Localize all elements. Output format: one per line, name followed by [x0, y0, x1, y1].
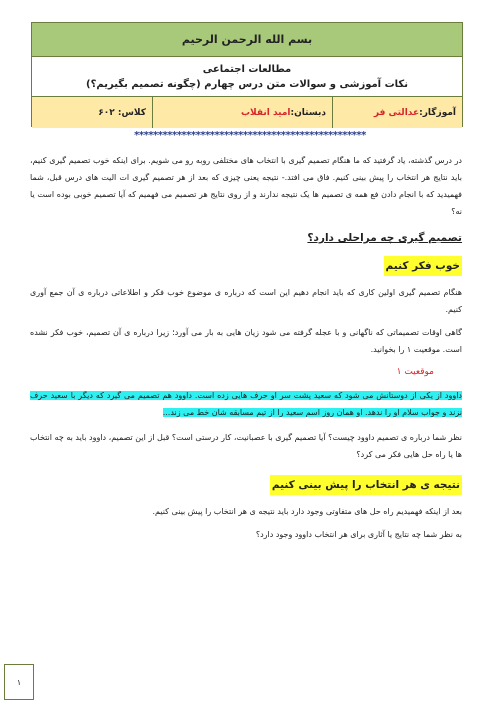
section2-heading-wrap	[30, 473, 462, 495]
situation-text	[30, 387, 462, 421]
teacher-label: آموزگار:	[419, 107, 456, 118]
section2-question: به نظر شما چه نتایج یا آثاری برای هر انتخاب داوود وجود دارد؟	[255, 530, 462, 539]
lesson-topic: نکات آموزشی و سوالات متن درس چهارم (چگونه تصمیم بگیریم؟)	[86, 78, 408, 90]
school-name: امید انقلاب	[241, 107, 291, 118]
school-cell	[152, 97, 332, 128]
section1-heading: خوب فکر کنیم	[384, 256, 462, 276]
question-heading: تصمیم گیری چه مراحلی دارد؟	[307, 232, 462, 244]
class-cell	[32, 97, 152, 128]
section1-heading-wrap	[30, 254, 462, 276]
info-row	[32, 97, 462, 128]
situation-highlight: داوود از یکی از دوستانش می شود که سعید پشت سر او حرف هایی زده است. داوود هم تصمیم می گیرد که دیگر با سعید حرف نزند و جواب سلام او را ندهد. او همان روز اسم سعید را از تیم مسابقه شان خط می زند...	[30, 391, 462, 417]
intro-paragraph: در درس گذشته، یاد گرفتید که ما هنگام تصمیم گیری با انتخاب های مختلفی روبه رو می شویم. برای اینکه خوب تصمیم گیری کنیم، باید نتایج هر انتخاب را پیش بینی کنیم. فاق می افتد.- نتیجه یعنی چیزی که بعد از هر تصمیم گیری ات الیت های درس قبل، شما فهمیدید که با انجام دادن فع همه ی تصمیم ها یک نتیجه ندارند و از روی نتایج هر تصمیم می فهمیم که آیا تصمیم خوبی بوده است یا نه؟	[30, 156, 462, 216]
section2-paragraph: بعد از اینکه فهمیدیم راه حل های متفاوتی وجود دارد باید نتیجه ی هر انتخاب را پیش بینی کنیم.	[152, 507, 462, 516]
teacher-name: عدالتی فر	[373, 107, 420, 118]
star-divider: *************************************************	[134, 130, 366, 141]
subject-block	[32, 57, 462, 97]
page-number: ۱	[4, 664, 34, 700]
header-box	[31, 22, 463, 127]
section1-paragraph-1: هنگام تصمیم گیری اولین کاری که باید انجام دهیم این است که درباره ی موضوع خوب فکر و اطلاعاتی درباره ی آن جمع آوری کنیم.	[30, 288, 462, 314]
basmala: بسم الله الرحمن الرحیم	[32, 23, 462, 57]
section1-question: نظر شما درباره ی تصمیم داوود چیست؟ آیا تصمیم گیری با عصبانیت، کار درستی است؟ قبل از این تصمیم، داوود باید به چه انتخاب ها یا راه حل هایی فکر می کرد؟	[30, 433, 462, 459]
document-body	[30, 148, 462, 543]
subject-title: مطالعات اجتماعی	[202, 63, 292, 75]
section2-heading: نتیجه ی هر انتخاب را پیش بینی کنیم	[270, 475, 462, 495]
situation-title: موقعیت ۱	[396, 367, 434, 377]
class-label: کلاس: ۶۰۲	[98, 107, 146, 118]
school-label: دبستان:	[290, 107, 326, 118]
section1-paragraph-2: گاهی اوقات تصمیماتی که ناگهانی و با عجله گرفته می شود زیان هایی به بار می آورد؛ زیرا درباره ی آن تصمیم، خوب فکر نشده است. موقعیت ۱ را بخوانید.	[30, 328, 462, 354]
teacher-cell	[332, 97, 462, 128]
